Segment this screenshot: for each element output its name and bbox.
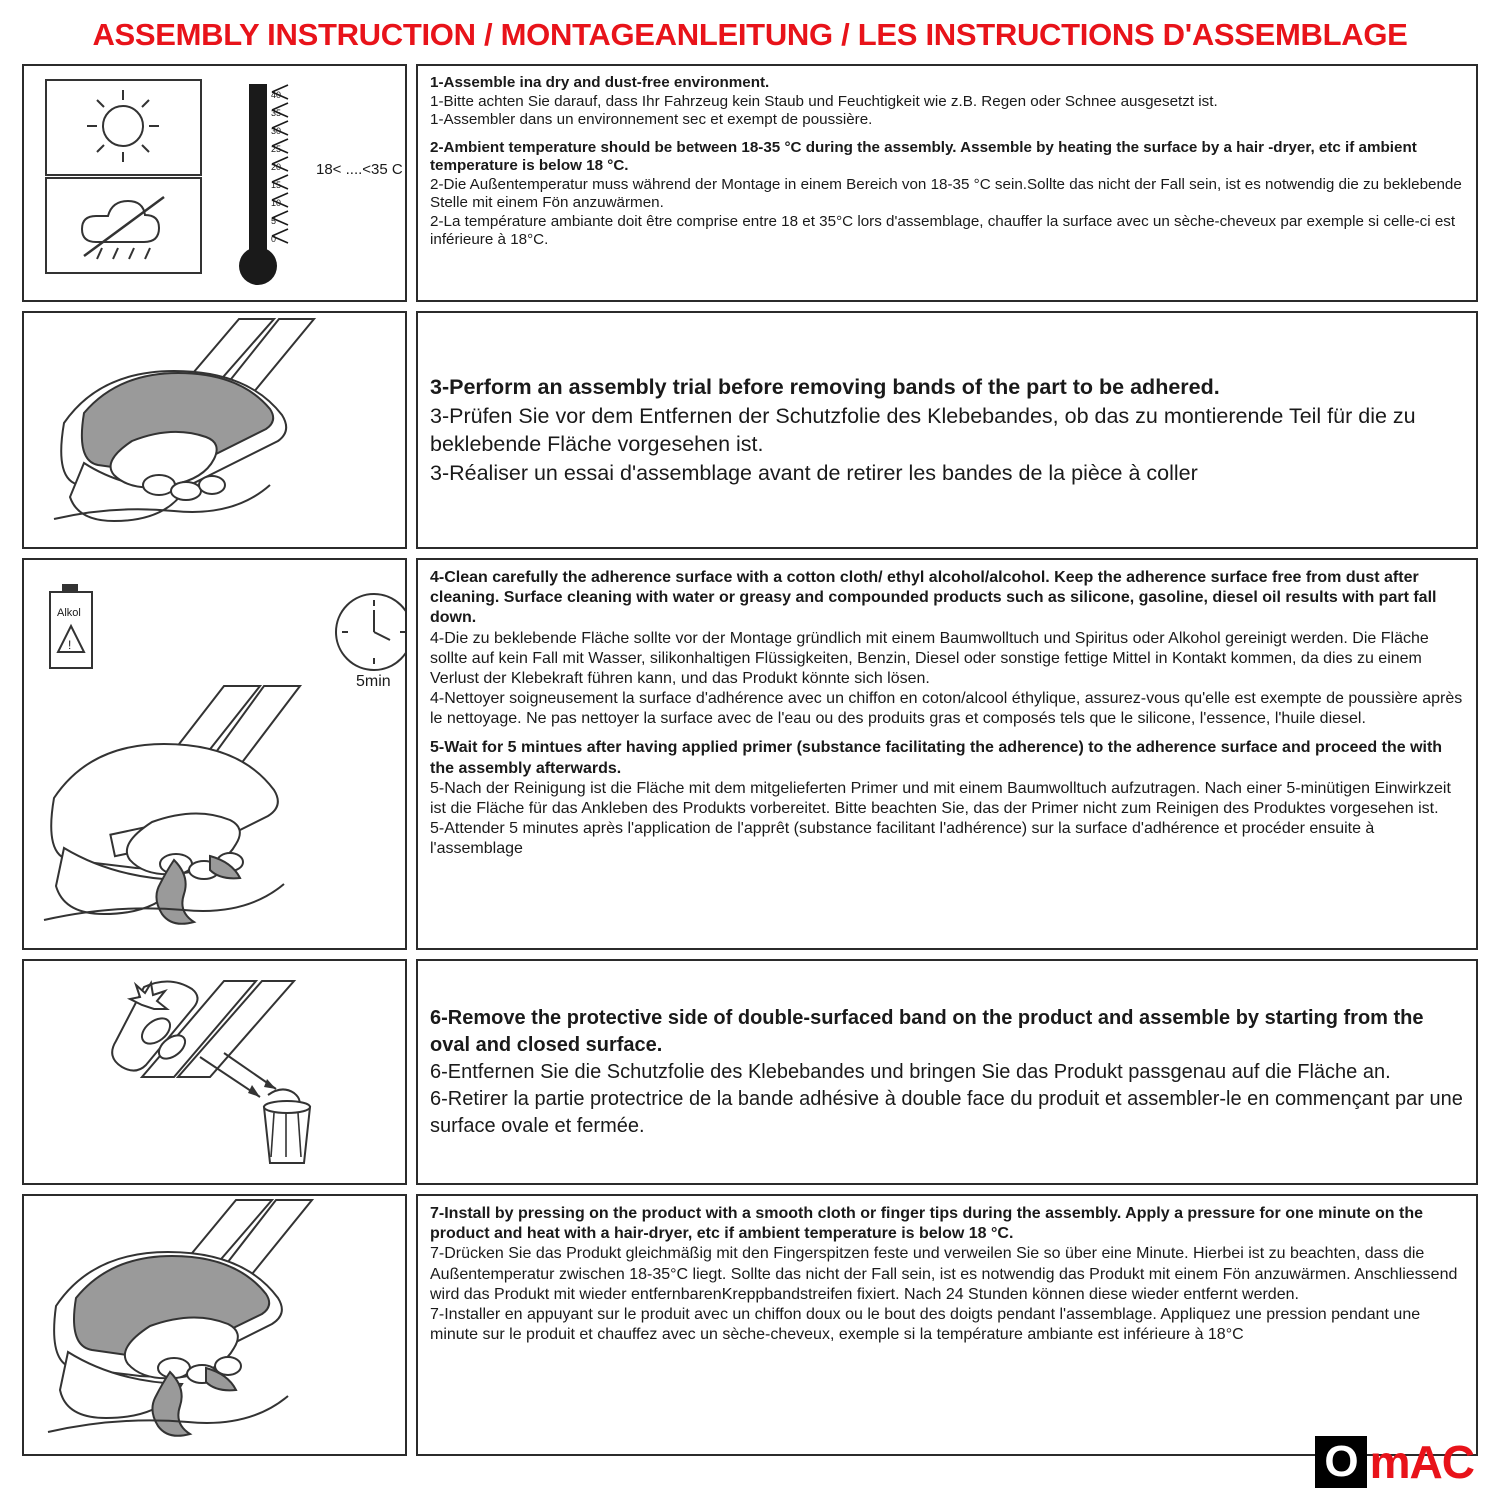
step-2-en: 2-Ambient temperature should be between 18-35 °C during the assembly. Assemble by heating the surface by a hair -dryer, etc if ambient temperature is below 18 °C. [430,138,1417,175]
step-2-block [430,139,1464,250]
instruction-row-3 [22,558,1478,950]
figure-remove-protective-band [22,959,407,1185]
step-5-en: 5-Wait for 5 mintues after having applied primer (substance facilitating the adherence) to the adherence surface and proceed the with the assembly afterwards. [430,739,1443,777]
step-4-en: 4-Clean carefully the adherence surface with a cotton cloth/ ethyl alcohol/alcohol. Keep the adherence surface free from dust after cleaning. Surface cleaning with water or greasy and compounded products such as silicone, gasoline, diesel oil results with part fall down. [430,569,1437,627]
svg-text:5: 5 [271,216,277,227]
instruction-row-5 [22,1194,1478,1456]
clock-duration-label: 5min [356,673,391,691]
svg-text:0: 0 [271,234,277,245]
step-5-de: 5-Nach der Reinigung ist die Fläche mit dem mitgelieferten Primer und mit einem Baumwolltuch aufzutragen. Nach einer 5-minütigen Einwirkzeit ist die Fläche für das Ankleben des Produkts vorbereitet. Bitte beachten Sie, das der Primer nicht zum Reinigen des Produktes vorgesehen ist. [430,779,1451,817]
step-4-de: 4-Die zu beklebende Fläche sollte vor der Montage gründlich mit einem Baumwolltuch und Spiritus oder Alkohol gereinigt werden. Die Fläche sollte auf kein Fall mit Wasser, silikonhaltigen Flüssigkeiten, Benzin, Diesel oder sonstige fettige Mittel in Kontakt kommen, da dies zu einem Verlust der Klebekraft führen kann, und das Produkt könnte sich lösen. [430,629,1429,687]
text-steps-4-5 [416,558,1478,950]
step-6-de: 6-Entfernen Sie die Schutzfolie des Klebebandes und bringen Sie das Produkt passgenau auf die Fläche an. [430,1060,1391,1083]
step-6-fr: 6-Retirer la partie protectrice de la bande adhésive à double face du produit et assembler-le en commençant par une surface ovale et fermée. [430,1087,1463,1137]
step-6-block [430,1005,1464,1140]
instruction-row-2 [22,311,1478,549]
figure-trial-fit-mirror [22,311,407,549]
step-3-block [430,373,1464,487]
instruction-rows [22,64,1478,1456]
step-1-de: 1-Bitte achten Sie darauf, dass Ihr Fahrzeug kein Staub und Feuchtigkeit wie z.B. Regen oder Schnee ausgesetzt ist. [430,92,1218,110]
svg-text:40: 40 [271,90,282,101]
svg-text:15: 15 [271,180,282,191]
step-1-en: 1-Assemble ina dry and dust-free environment. [430,74,770,92]
step-7-en: 7-Install by pressing on the product with a smooth cloth or finger tips during the assembly. Apply a pressure for one minute on the product and heat with a hair-dryer, etc if ambient temperature is below 18 °C. [430,1205,1423,1243]
step-2-fr: 2-La température ambiante doit être comprise entre 18 et 35°C lors d'assemblage, chauffer la surface avec un sèche-cheveux par exemple si celle-ci est inférieure à 18°C. [430,212,1456,249]
step-3-de: 3-Prüfen Sie vor dem Entfernen der Schutzfolie des Klebebandes, ob das zu montierende Teil für die zu beklebende Fläche vorgesehen ist. [430,403,1416,457]
step-1-fr: 1-Assembler dans un environnement sec et exempt de poussière. [430,111,873,129]
step-6-en: 6-Remove the protective side of double-surfaced band on the product and assemble by starting from the oval and closed surface. [430,1006,1424,1056]
remove-band-figure-svg [24,961,405,1183]
text-step-7 [416,1194,1478,1456]
step-3-en: 3-Perform an assembly trial before removing bands of the part to be adhered. [430,374,1220,399]
step-4-block [430,568,1464,729]
figure-clean-surface [22,558,407,950]
page-title: ASSEMBLY INSTRUCTION / MONTAGEANLEITUNG / LES INSTRUCTIONS D'ASSEMBLAGE [92,17,1408,52]
temperature-figure-svg [24,66,405,300]
press-product-figure-svg [24,1196,405,1454]
step-7-block [430,1204,1464,1345]
svg-text:25: 25 [271,144,282,155]
text-step-3 [416,311,1478,549]
svg-text:!: ! [68,638,72,653]
step-3-fr: 3-Réaliser un essai d'assemblage avant de retirer les bandes de la pièce à coller [430,460,1198,485]
text-step-6 [416,959,1478,1185]
figure-temperature-environment [22,64,407,302]
svg-text:20: 20 [271,162,282,173]
text-steps-1-2 [416,64,1478,302]
step-7-de: 7-Drücken Sie das Produkt gleichmäßig mit den Fingerspitzen feste und verweilen Sie so über eine Minute. Hierbei ist zu beachten, dass die Außentemperatur zwischen 18-35°C liegt. Sollte das nicht der Fall sein, ist es notwendig das Produkt mit einem Fön anzuwärmen. Anschliessend wird das Produkt mit wieder entfernbarenKreppbandstreifen fixiert. Nach 24 Stunden können diese wieder entfernt werden. [430,1245,1458,1303]
instruction-row-1 [22,64,1478,302]
clean-surface-figure-svg [24,560,405,948]
step-5-block [430,738,1464,859]
trial-fit-figure-svg [24,313,405,547]
step-5-fr: 5-Attender 5 minutes après l'application de l'apprêt (substance facilitant l'adhérence) sur la surface d'adhérence et procéder ensuite à l'assemblage [430,819,1375,858]
step-4-fr: 4-Nettoyer soigneusement la surface d'adhérence avec un chiffon en coton/alcool éthylique, assurez-vous qu'elle est exempte de poussière après le nettoyage. Ne pas nettoyer la surface avec de l'eau ou des produits gras et composés tels que le silicone, l'essence, l'huile diesel. [430,690,1463,728]
svg-text:30: 30 [271,126,282,137]
step-2-de: 2-Die Außentemperatur muss während der Montage in einem Bereich von 18-35 °C sein.Sollte das nicht der Fall sein, ist es notwendig die zu beklebende Stelle mit einem Fön anzuwärmen. [430,175,1462,212]
figure-press-product [22,1194,407,1456]
step-1-block [430,74,1464,130]
alcohol-label: Alkol [57,607,81,620]
svg-text:35: 35 [271,108,282,119]
omac-logo [1315,1436,1474,1488]
temperature-range-label: 18< ....<35 C [316,161,403,179]
step-7-fr: 7-Installer en appuyant sur le produit avec un chiffon doux ou le bout des doigts pendant l'assemblage. Appliquez une pression pendant une minute sur le produit et chauffez avec un sèche-cheveux, exemple si la température ambiante est inférieure à 18°C [430,1305,1421,1344]
logo-text: mAC [1369,1436,1474,1488]
instruction-row-4 [22,959,1478,1185]
svg-text:10: 10 [271,198,282,209]
logo-mark: O [1315,1436,1366,1488]
